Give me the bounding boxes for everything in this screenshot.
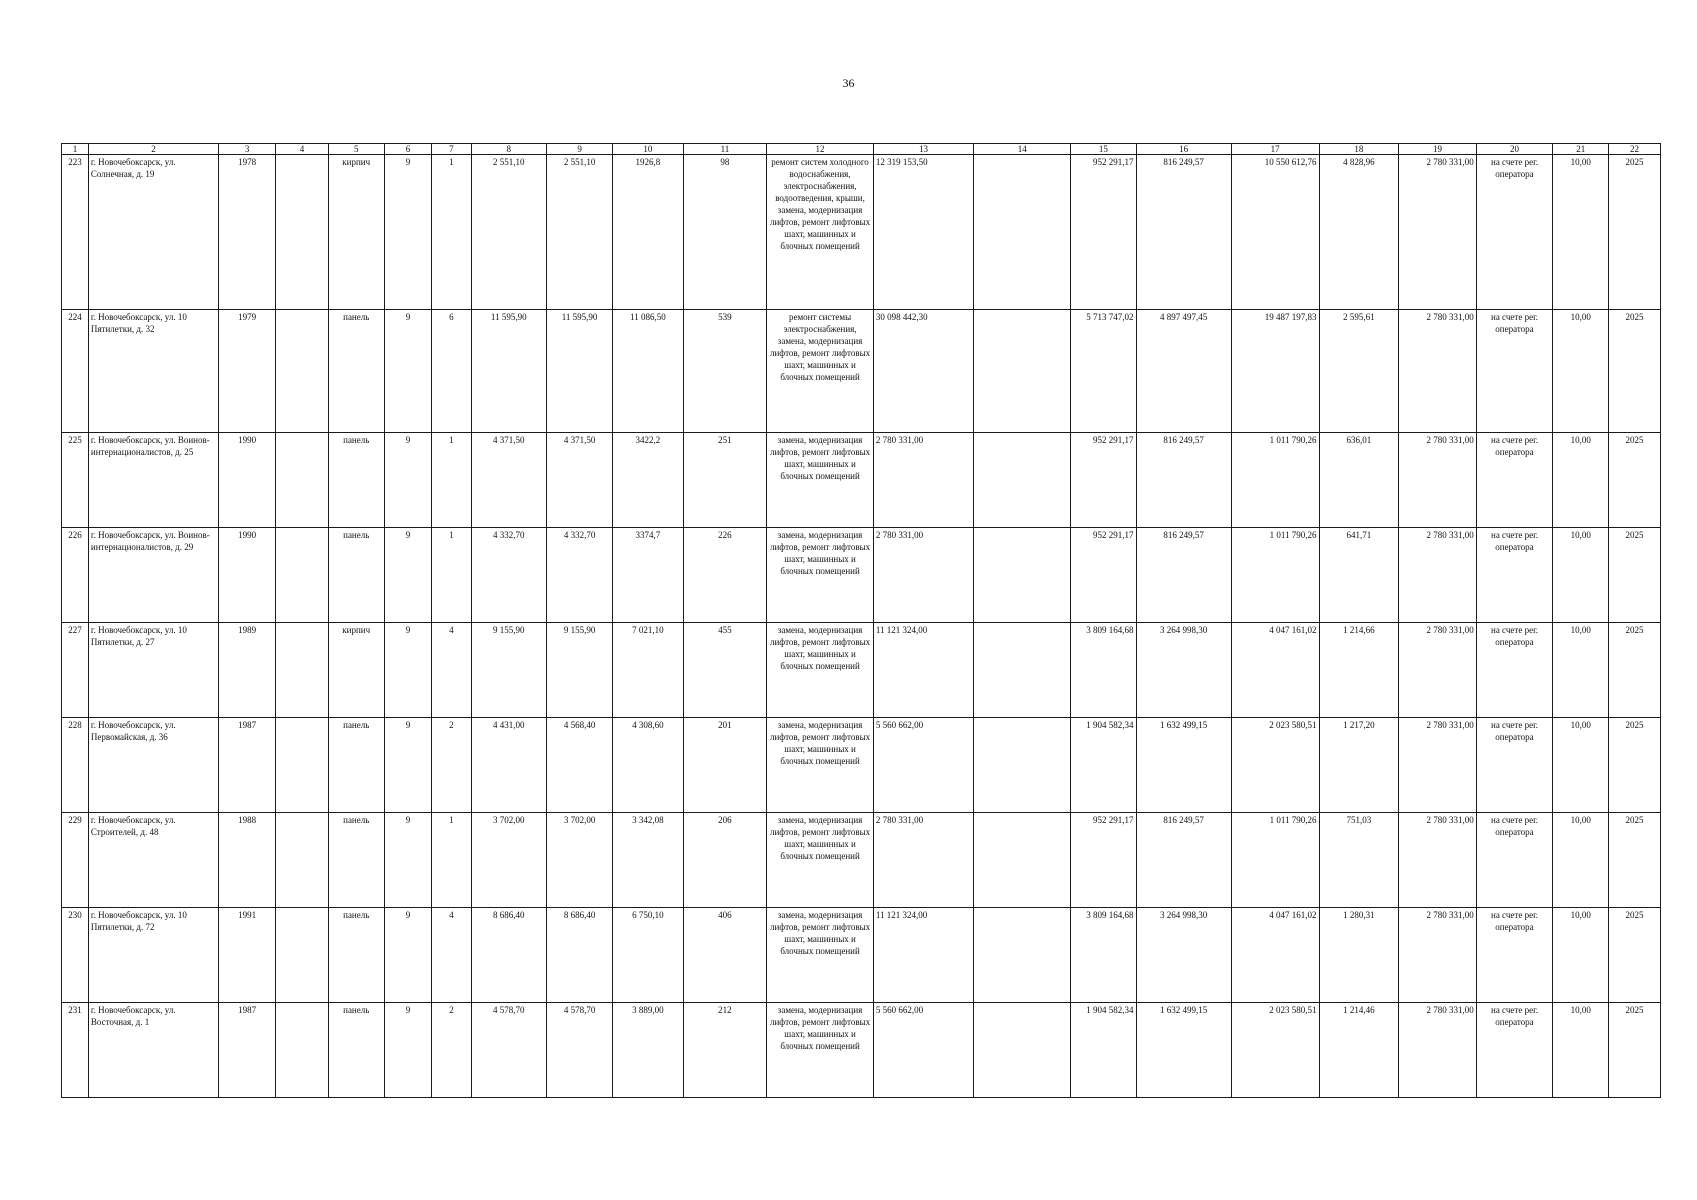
limit-cost-cell: 2 780 331,00 [1399,908,1477,1003]
residents-cell: 212 [683,1003,767,1098]
column-4-cell [276,908,329,1003]
column-number: 7 [432,144,471,155]
column-number: 17 [1231,144,1319,155]
funding-cell: 1 011 790,26 [1231,528,1319,623]
limit-cost-cell: 2 780 331,00 [1399,310,1477,433]
column-number: 2 [88,144,218,155]
area-cell: 4 332,70 [471,528,547,623]
column-number: 20 [1476,144,1553,155]
fund-method-cell: на счете рег. оператора [1476,433,1553,528]
area-cell: 4 431,00 [471,718,547,813]
year-cell: 1990 [219,528,276,623]
row-number: 226 [62,528,89,623]
address-cell: г. Новочебоксарск, ул. Солнечная, д. 19 [88,155,218,310]
cost-total-cell: 5 560 662,00 [873,1003,973,1098]
residents-cell: 201 [683,718,767,813]
entrances-cell: 2 [432,718,471,813]
area-cell: 11 595,90 [471,310,547,433]
wall-material-cell: панель [328,1003,384,1098]
column-number: 1 [62,144,89,155]
funding-cell: 5 713 747,02 [1071,310,1136,433]
address-cell: г. Новочебоксарск, ул. 10 Пятилетки, д. 72 [88,908,218,1003]
entrances-cell: 1 [432,528,471,623]
column-14-cell [974,813,1071,908]
row-number: 230 [62,908,89,1003]
address-cell: г. Новочебоксарск, ул. Строителей, д. 48 [88,813,218,908]
column-14-cell [974,310,1071,433]
area-cell: 4 578,70 [547,1003,613,1098]
column-14-cell [974,908,1071,1003]
unit-cost-cell: 636,01 [1319,433,1399,528]
row-number: 229 [62,813,89,908]
funding-cell: 10 550 612,76 [1231,155,1319,310]
rate-cell: 10,00 [1553,813,1609,908]
unit-cost-cell: 751,03 [1319,813,1399,908]
table-row [62,155,1661,310]
funding-cell: 1 011 790,26 [1231,813,1319,908]
rate-cell: 10,00 [1553,908,1609,1003]
column-4-cell [276,528,329,623]
address-cell: г. Новочебоксарск, ул. 10 Пятилетки, д. 32 [88,310,218,433]
floors-cell: 9 [384,433,432,528]
limit-cost-cell: 2 780 331,00 [1399,528,1477,623]
cost-total-cell: 5 560 662,00 [873,718,973,813]
wall-material-cell: кирпич [328,623,384,718]
planned-year-cell: 2025 [1609,155,1661,310]
floors-cell: 9 [384,908,432,1003]
funding-cell: 1 904 582,34 [1071,1003,1136,1098]
funding-cell: 816 249,57 [1136,155,1231,310]
funding-cell: 2 023 580,51 [1231,1003,1319,1098]
table-row [62,908,1661,1003]
rate-cell: 10,00 [1553,528,1609,623]
table-row [62,623,1661,718]
column-4-cell [276,1003,329,1098]
limit-cost-cell: 2 780 331,00 [1399,718,1477,813]
area-cell: 8 686,40 [547,908,613,1003]
row-number: 224 [62,310,89,433]
funding-cell: 952 291,17 [1071,528,1136,623]
residents-cell: 455 [683,623,767,718]
column-4-cell [276,623,329,718]
planned-year-cell: 2025 [1609,310,1661,433]
unit-cost-cell: 4 828,96 [1319,155,1399,310]
area-cell: 1926,8 [613,155,683,310]
work-types-cell: ремонт системы электроснабжения, замена, модернизация лифтов, ремонт лифтовых шахт, машинных и блочных помещений [767,310,874,433]
entrances-cell: 2 [432,1003,471,1098]
wall-material-cell: панель [328,528,384,623]
area-cell: 3374,7 [613,528,683,623]
work-types-cell: замена, модернизация лифтов, ремонт лифтовых шахт, машинных и блочных помещений [767,908,874,1003]
wall-material-cell: панель [328,813,384,908]
funding-cell: 1 632 499,15 [1136,718,1231,813]
area-cell: 11 086,50 [613,310,683,433]
wall-material-cell: панель [328,433,384,528]
wall-material-cell: панель [328,718,384,813]
rate-cell: 10,00 [1553,155,1609,310]
entrances-cell: 1 [432,433,471,528]
column-number: 3 [219,144,276,155]
fund-method-cell: на счете рег. оператора [1476,623,1553,718]
wall-material-cell: кирпич [328,155,384,310]
funding-cell: 4 047 161,02 [1231,908,1319,1003]
year-cell: 1987 [219,718,276,813]
floors-cell: 9 [384,718,432,813]
year-cell: 1979 [219,310,276,433]
planned-year-cell: 2025 [1609,528,1661,623]
table-row [62,310,1661,433]
column-14-cell [974,718,1071,813]
column-number: 22 [1609,144,1661,155]
funding-cell: 816 249,57 [1136,433,1231,528]
planned-year-cell: 2025 [1609,813,1661,908]
area-cell: 11 595,90 [547,310,613,433]
column-4-cell [276,433,329,528]
funding-cell: 1 904 582,34 [1071,718,1136,813]
column-number: 16 [1136,144,1231,155]
column-number: 13 [873,144,973,155]
unit-cost-cell: 1 214,46 [1319,1003,1399,1098]
entrances-cell: 4 [432,908,471,1003]
limit-cost-cell: 2 780 331,00 [1399,813,1477,908]
work-types-cell: замена, модернизация лифтов, ремонт лифтовых шахт, машинных и блочных помещений [767,528,874,623]
unit-cost-cell: 641,71 [1319,528,1399,623]
funding-cell: 3 809 164,68 [1071,623,1136,718]
column-4-cell [276,813,329,908]
fund-method-cell: на счете рег. оператора [1476,1003,1553,1098]
column-4-cell [276,718,329,813]
limit-cost-cell: 2 780 331,00 [1399,1003,1477,1098]
funding-cell: 3 264 998,30 [1136,908,1231,1003]
column-number: 5 [328,144,384,155]
area-cell: 2 551,10 [547,155,613,310]
funding-cell: 4 047 161,02 [1231,623,1319,718]
cost-total-cell: 12 319 153,50 [873,155,973,310]
address-cell: г. Новочебоксарск, ул. Воинов-интернационалистов, д. 25 [88,433,218,528]
registry-table [61,143,1661,1098]
funding-cell: 19 487 197,83 [1231,310,1319,433]
unit-cost-cell: 1 280,31 [1319,908,1399,1003]
row-number: 231 [62,1003,89,1098]
cost-total-cell: 11 121 324,00 [873,623,973,718]
table-row [62,528,1661,623]
row-number: 225 [62,433,89,528]
year-cell: 1987 [219,1003,276,1098]
limit-cost-cell: 2 780 331,00 [1399,623,1477,718]
table-row [62,433,1661,528]
funding-cell: 952 291,17 [1071,433,1136,528]
column-number: 14 [974,144,1071,155]
work-types-cell: ремонт систем холодного водоснабжения, электроснабжения, водоотведения, крыши, замена, модернизация лифтов, ремонт лифтовых шахт, машинных и блочных помещений [767,155,874,310]
unit-cost-cell: 1 217,20 [1319,718,1399,813]
column-4-cell [276,310,329,433]
row-number: 223 [62,155,89,310]
year-cell: 1978 [219,155,276,310]
column-number: 8 [471,144,547,155]
residents-cell: 251 [683,433,767,528]
column-number: 18 [1319,144,1399,155]
funding-cell: 1 632 499,15 [1136,1003,1231,1098]
cost-total-cell: 2 780 331,00 [873,813,973,908]
column-number-row [62,144,1661,155]
floors-cell: 9 [384,623,432,718]
funding-cell: 952 291,17 [1071,155,1136,310]
planned-year-cell: 2025 [1609,1003,1661,1098]
area-cell: 6 750,10 [613,908,683,1003]
fund-method-cell: на счете рег. оператора [1476,813,1553,908]
wall-material-cell: панель [328,310,384,433]
funding-cell: 816 249,57 [1136,528,1231,623]
column-number: 21 [1553,144,1609,155]
row-number: 228 [62,718,89,813]
column-number: 19 [1399,144,1477,155]
residents-cell: 206 [683,813,767,908]
cost-total-cell: 30 098 442,30 [873,310,973,433]
floors-cell: 9 [384,813,432,908]
area-cell: 3 889,00 [613,1003,683,1098]
table-row [62,718,1661,813]
column-4-cell [276,155,329,310]
area-cell: 3 702,00 [547,813,613,908]
rate-cell: 10,00 [1553,310,1609,433]
column-number: 11 [683,144,767,155]
entrances-cell: 1 [432,813,471,908]
area-cell: 4 568,40 [547,718,613,813]
planned-year-cell: 2025 [1609,433,1661,528]
planned-year-cell: 2025 [1609,718,1661,813]
column-number: 9 [547,144,613,155]
funding-cell: 952 291,17 [1071,813,1136,908]
area-cell: 9 155,90 [471,623,547,718]
cost-total-cell: 2 780 331,00 [873,528,973,623]
address-cell: г. Новочебоксарск, ул. Воинов-интернационалистов, д. 29 [88,528,218,623]
funding-cell: 816 249,57 [1136,813,1231,908]
area-cell: 3 342,08 [613,813,683,908]
rate-cell: 10,00 [1553,623,1609,718]
floors-cell: 9 [384,155,432,310]
rate-cell: 10,00 [1553,718,1609,813]
column-14-cell [974,433,1071,528]
limit-cost-cell: 2 780 331,00 [1399,155,1477,310]
wall-material-cell: панель [328,908,384,1003]
funding-cell: 3 264 998,30 [1136,623,1231,718]
work-types-cell: замена, модернизация лифтов, ремонт лифтовых шахт, машинных и блочных помещений [767,1003,874,1098]
fund-method-cell: на счете рег. оператора [1476,718,1553,813]
column-14-cell [974,528,1071,623]
table-row [62,1003,1661,1098]
rate-cell: 10,00 [1553,433,1609,528]
column-14-cell [974,623,1071,718]
table-row [62,813,1661,908]
fund-method-cell: на счете рег. оператора [1476,908,1553,1003]
floors-cell: 9 [384,1003,432,1098]
page-number: 36 [842,76,855,90]
address-cell: г. Новочебоксарск, ул. Восточная, д. 1 [88,1003,218,1098]
area-cell: 4 371,50 [471,433,547,528]
fund-method-cell: на счете рег. оператора [1476,528,1553,623]
unit-cost-cell: 1 214,66 [1319,623,1399,718]
area-cell: 4 332,70 [547,528,613,623]
residents-cell: 406 [683,908,767,1003]
work-types-cell: замена, модернизация лифтов, ремонт лифтовых шахт, машинных и блочных помещений [767,623,874,718]
year-cell: 1989 [219,623,276,718]
funding-cell: 3 809 164,68 [1071,908,1136,1003]
residents-cell: 226 [683,528,767,623]
area-cell: 3422,2 [613,433,683,528]
entrances-cell: 1 [432,155,471,310]
address-cell: г. Новочебоксарск, ул. 10 Пятилетки, д. 27 [88,623,218,718]
entrances-cell: 6 [432,310,471,433]
funding-cell: 2 023 580,51 [1231,718,1319,813]
area-cell: 2 551,10 [471,155,547,310]
residents-cell: 539 [683,310,767,433]
floors-cell: 9 [384,310,432,433]
floors-cell: 9 [384,528,432,623]
residents-cell: 98 [683,155,767,310]
work-types-cell: замена, модернизация лифтов, ремонт лифтовых шахт, машинных и блочных помещений [767,718,874,813]
area-cell: 4 308,60 [613,718,683,813]
area-cell: 4 371,50 [547,433,613,528]
limit-cost-cell: 2 780 331,00 [1399,433,1477,528]
planned-year-cell: 2025 [1609,623,1661,718]
cost-total-cell: 2 780 331,00 [873,433,973,528]
area-cell: 9 155,90 [547,623,613,718]
funding-cell: 1 011 790,26 [1231,433,1319,528]
column-number: 6 [384,144,432,155]
column-number: 10 [613,144,683,155]
area-cell: 4 578,70 [471,1003,547,1098]
column-14-cell [974,155,1071,310]
column-number: 4 [276,144,329,155]
planned-year-cell: 2025 [1609,908,1661,1003]
entrances-cell: 4 [432,623,471,718]
work-types-cell: замена, модернизация лифтов, ремонт лифтовых шахт, машинных и блочных помещений [767,433,874,528]
funding-cell: 4 897 497,45 [1136,310,1231,433]
year-cell: 1991 [219,908,276,1003]
area-cell: 8 686,40 [471,908,547,1003]
work-types-cell: замена, модернизация лифтов, ремонт лифтовых шахт, машинных и блочных помещений [767,813,874,908]
address-cell: г. Новочебоксарск, ул. Первомайская, д. 36 [88,718,218,813]
column-14-cell [974,1003,1071,1098]
rate-cell: 10,00 [1553,1003,1609,1098]
fund-method-cell: на счете рег. оператора [1476,310,1553,433]
year-cell: 1990 [219,433,276,528]
column-number: 15 [1071,144,1136,155]
area-cell: 7 021,10 [613,623,683,718]
unit-cost-cell: 2 595,61 [1319,310,1399,433]
row-number: 227 [62,623,89,718]
area-cell: 3 702,00 [471,813,547,908]
cost-total-cell: 11 121 324,00 [873,908,973,1003]
year-cell: 1988 [219,813,276,908]
fund-method-cell: на счете рег. оператора [1476,155,1553,310]
column-number: 12 [767,144,874,155]
